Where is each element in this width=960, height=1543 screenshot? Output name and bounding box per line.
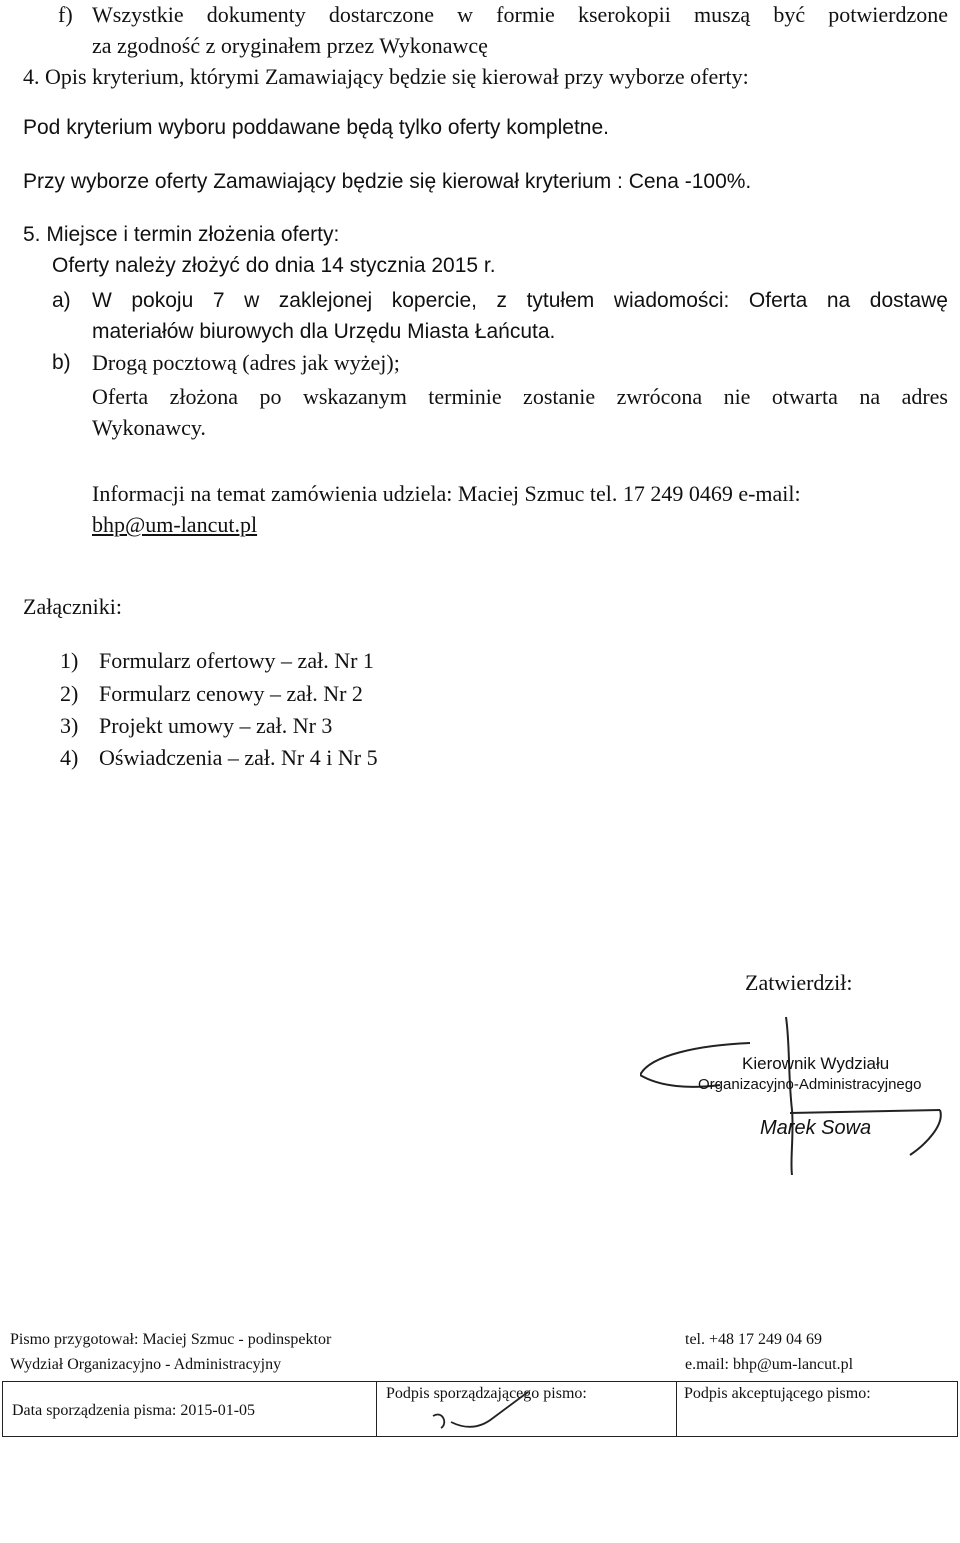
stamp-graphic [640,1015,960,1175]
item-a-marker: a) [52,289,71,312]
deadline-text: Oferty należy złożyć do dnia 14 stycznia 2015 r. [52,254,496,277]
item-f-line-1: Wszystkie dokumenty dostarczone w formie kserokopii muszą być potwierdzone [92,2,948,27]
preparer-signature [423,1388,533,1438]
official-stamp-with-signature [640,1015,960,1175]
section-5-heading: 5. Miejsce i termin złożenia oferty: [23,223,340,246]
stamp-name: Marek Sowa [760,1117,872,1139]
attachment-number: 4) [60,745,79,770]
section-4-heading: 4. Opis kryterium, którymi Zamawiający będzie się kierował przy wyborze oferty: [23,64,749,89]
item-a-line-1: W pokoju 7 w zaklejonej kopercie, z tytułem wiadomości: Oferta na dostawę [92,289,948,312]
attachment-number: 3) [60,713,79,738]
approved-by-label: Zatwierdził: [745,970,853,995]
item-b-marker: b) [52,351,71,374]
attachment-item: Oświadczenia – zał. Nr 4 i Nr 5 [99,745,378,770]
attachment-item: Projekt umowy – zał. Nr 3 [99,713,333,738]
attachment-item: Formularz cenowy – zał. Nr 2 [99,681,363,706]
criteria-line-1: Pod kryterium wyboru poddawane będą tylko oferty kompletne. [23,116,609,139]
footer-date: Data sporządzenia pisma: 2015-01-05 [12,1402,256,1419]
footer-acceptance-label: Podpis akceptującego pismo: [684,1385,871,1402]
stamp-title: Kierownik Wydziału [742,1054,890,1073]
item-b-line-2: Oferta złożona po wskazanym terminie zostanie zwrócona nie otwarta na adres [92,384,948,409]
item-f-line-2: za zgodność z oryginałem przez Wykonawcę [92,33,488,58]
attachments-heading: Załączniki: [23,594,122,619]
footer-phone: tel. +48 17 249 04 69 [685,1331,823,1348]
footer-department: Wydział Organizacyjno - Administracyjny [10,1356,282,1373]
attachment-number: 2) [60,681,79,706]
attachment-item: Formularz ofertowy – zał. Nr 1 [99,648,374,673]
attachment-number: 1) [60,648,79,673]
item-f-marker: f) [58,2,73,27]
contact-email-link[interactable]: bhp@um-lancut.pl [92,512,258,537]
item-a-line-2: materiałów biurowych dla Urzędu Miasta Łańcuta. [92,320,556,343]
footer-table [2,1381,958,1437]
stamp-dept: Organizacyjno-Administracyjnego [698,1076,922,1093]
footer-signature-label: Podpis sporządzającego pismo: [386,1385,587,1402]
footer-email: e.mail: bhp@um-lancut.pl [685,1356,854,1373]
contact-info: Informacji na temat zamówienia udziela: Maciej Szmuc tel. 17 249 0469 e-mail: [92,481,801,506]
footer-prepared-by: Pismo przygotował: Maciej Szmuc - podinspektor [10,1331,332,1348]
item-b-line-3: Wykonawcy. [92,415,206,440]
criteria-line-2: Przy wyborze oferty Zamawiający będzie się kierował kryterium : Cena -100%. [23,170,752,193]
item-b-line-1: Drogą pocztową (adres jak wyżej); [92,350,400,375]
